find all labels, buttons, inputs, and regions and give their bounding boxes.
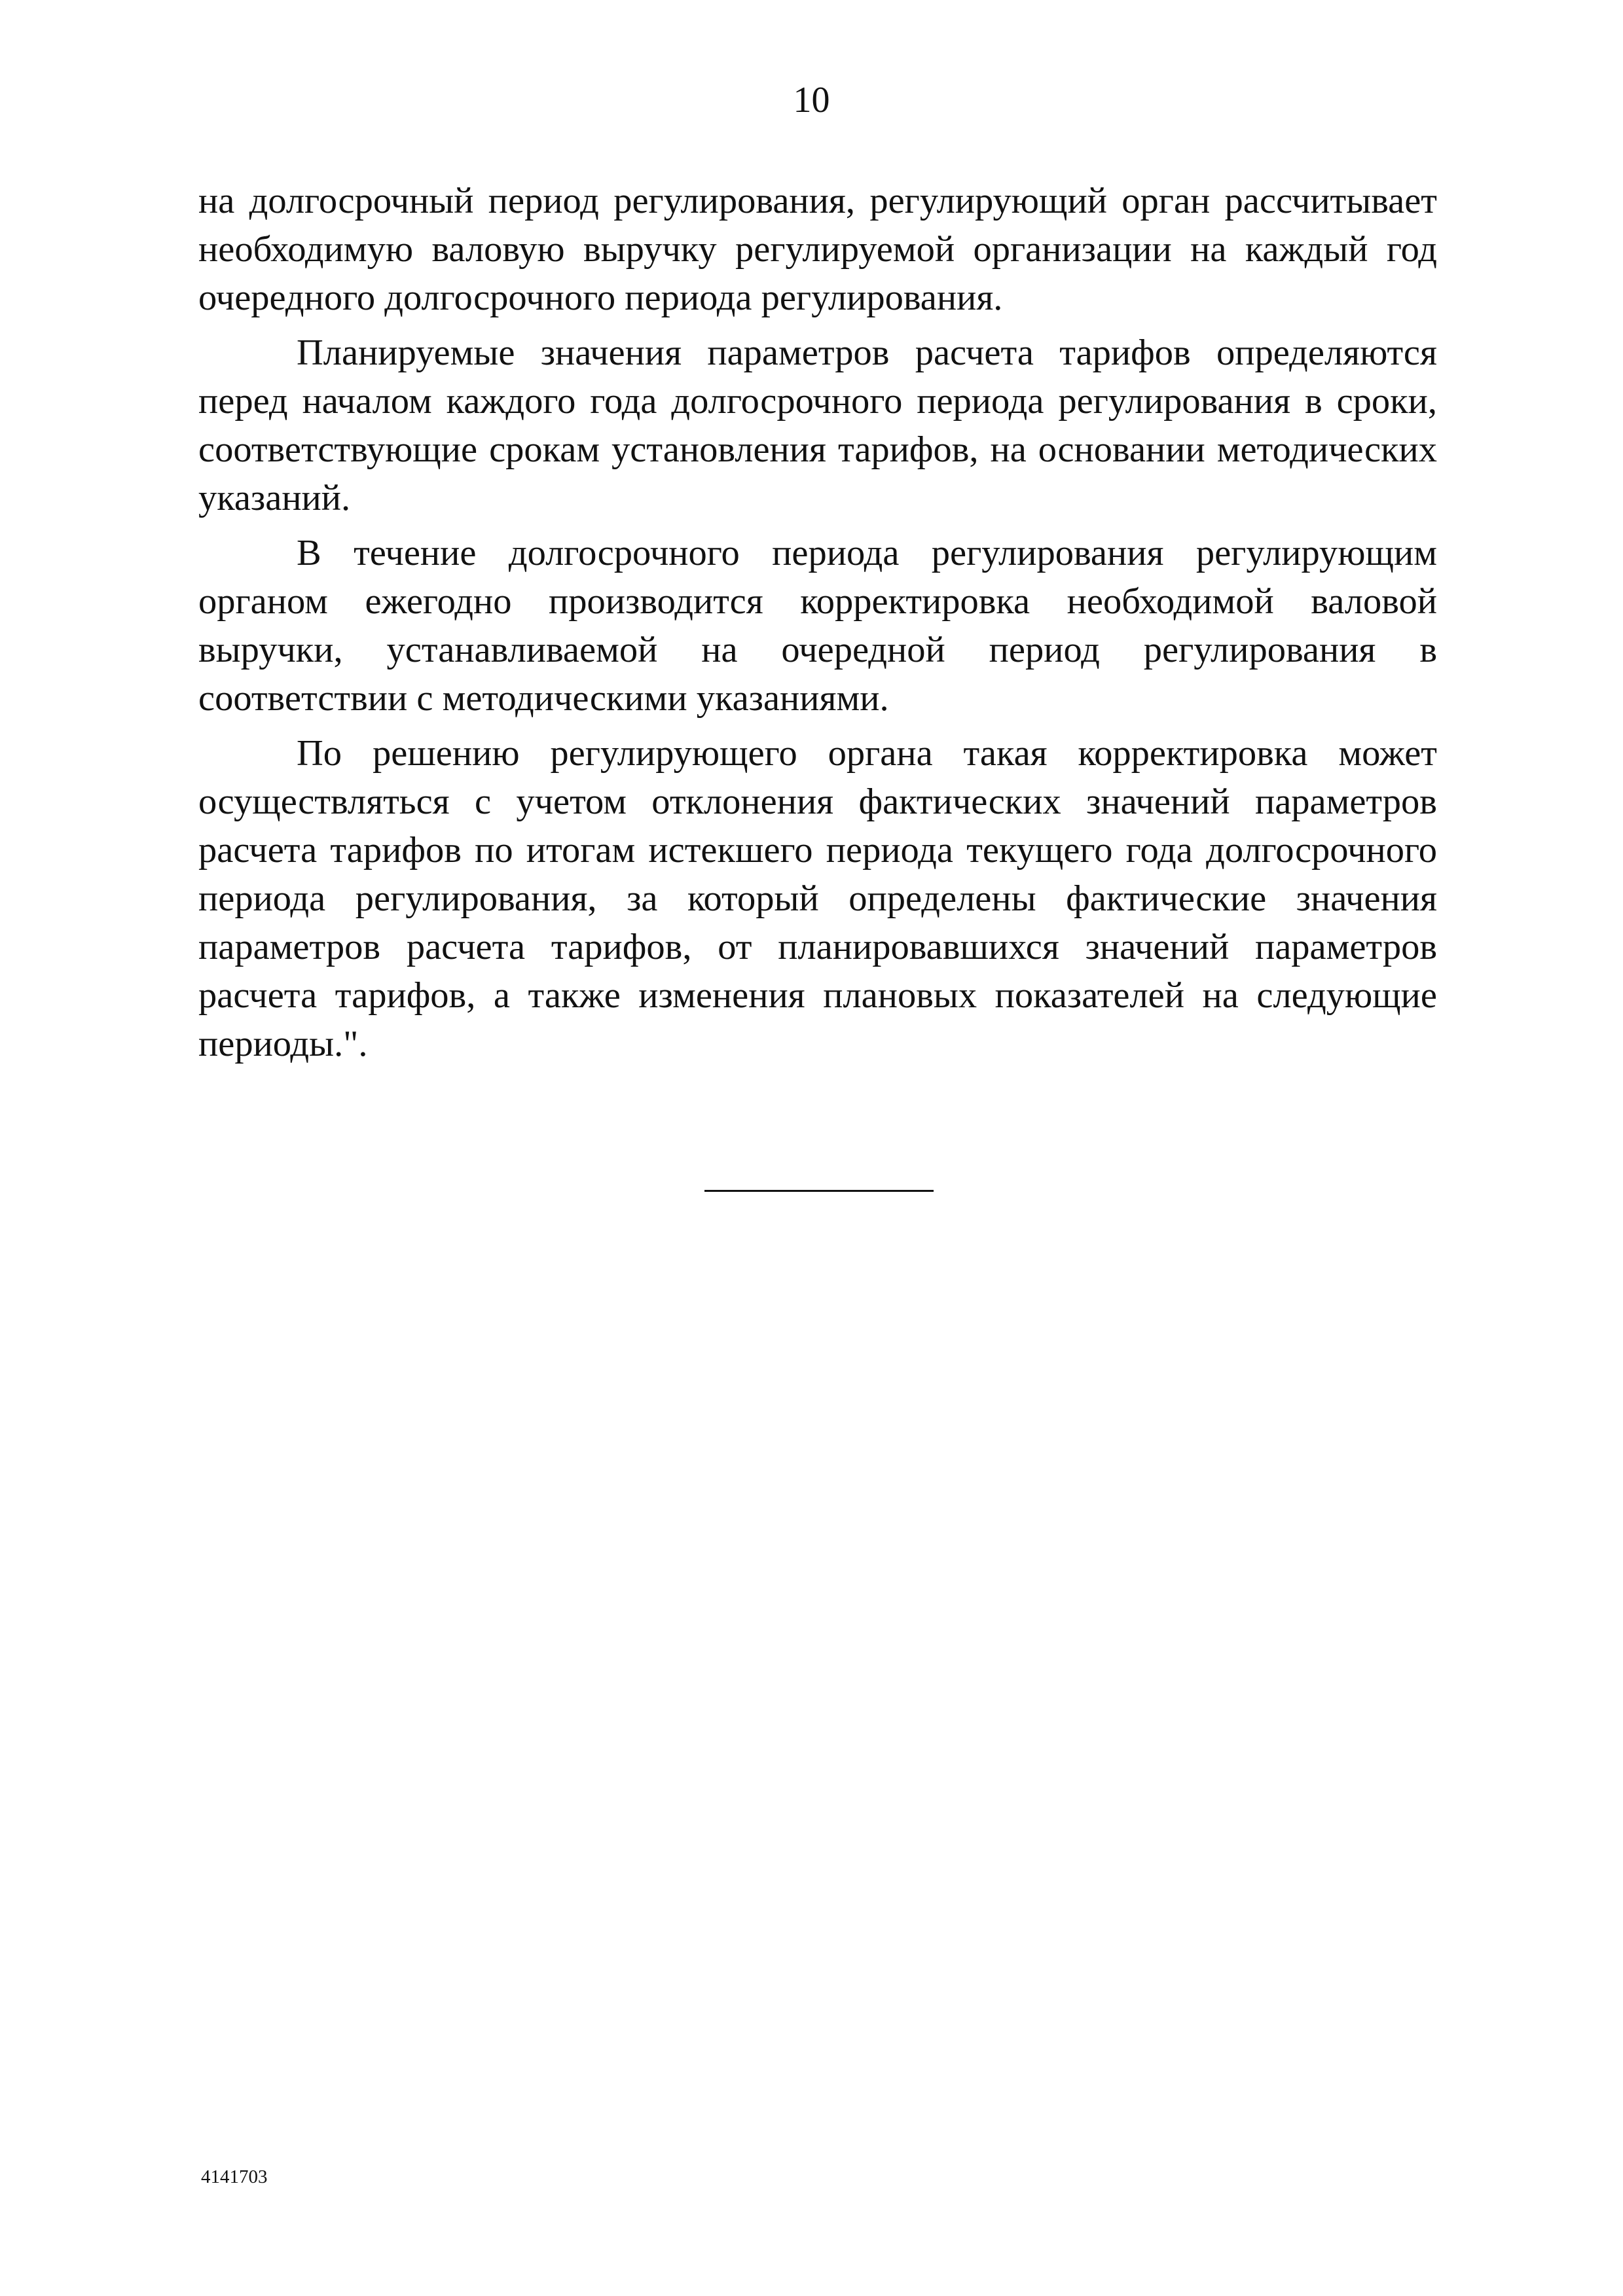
document-body <box>198 177 1437 1075</box>
paragraph-annual-correction: В течение долгосрочного периода регулирования регулирующим органом ежегодно производится корректировка необходимой валовой выручки, устанавливаемой на очередной период регулирования в соответствии с методическими указаниями. <box>198 533 1437 719</box>
paragraph-continuation: на долгосрочный период регулирования, регулирующий орган рассчитывает необходимую валовую выручку регулируемой организации на каждый год очередного долгосрочного периода регулирования. <box>198 181 1437 318</box>
paragraph-correction-decision: По решению регулирующего органа такая корректировка может осуществляться с учетом отклонения фактических значений параметров расчета тарифов по итогам истекшего периода текущего года долгосрочного периода регулирования, за который определены фактические значения параметров расчета тарифов, от планировавшихся значений параметров расчета тарифов, а также изменения плановых показателей на следующие периоды.". <box>198 733 1437 1064</box>
paragraph-planned-values: Планируемые значения параметров расчета тарифов определяются перед началом каждого года долгосрочного периода регулирования в сроки, соответствующие срокам установления тарифов, на основании методических указаний. <box>198 332 1437 518</box>
document-code: 4141703 <box>201 2166 268 2187</box>
end-separator-line <box>704 1190 934 1192</box>
page-number: 10 <box>793 80 830 120</box>
